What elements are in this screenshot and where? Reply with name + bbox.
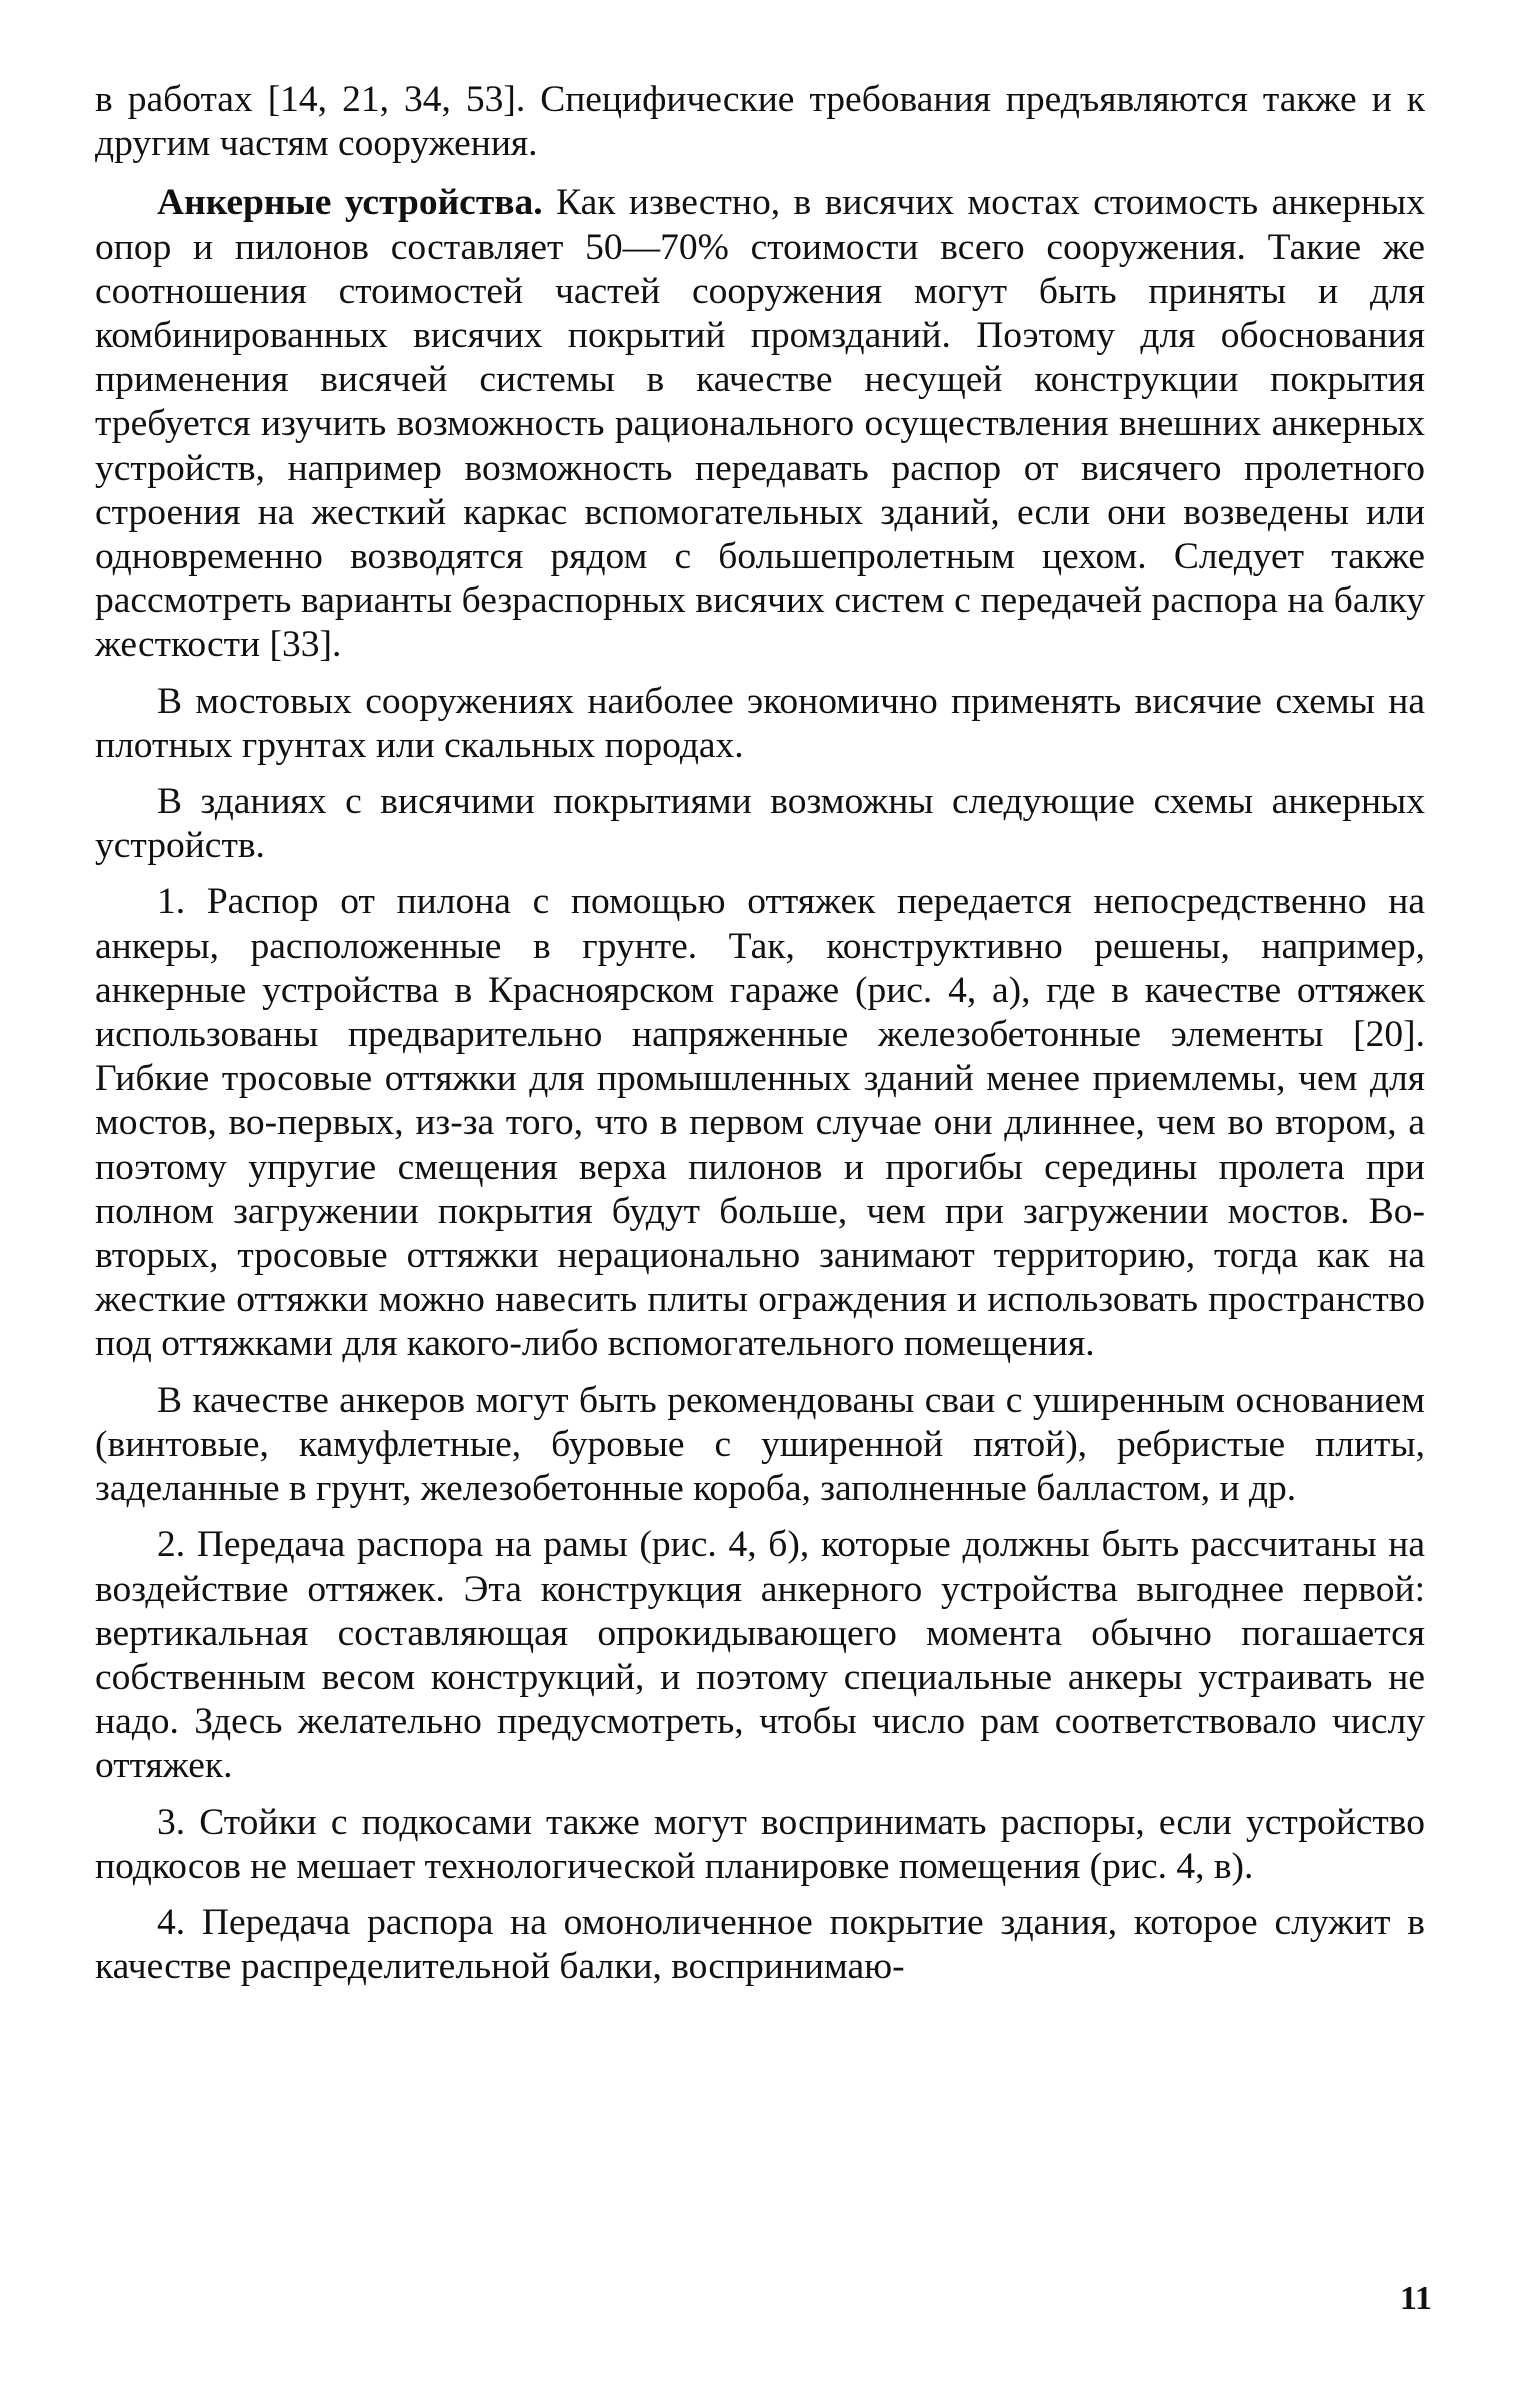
- paragraph-anchor-recommendations: В качестве анкеров могут быть рекомендованы сваи с уширенным основанием (винтовые, камуфлетные, буровые с уширенной пятой), ребристые плиты, заделанные в грунт, железобетонные короба, заполненные балластом, и др.: [95, 1379, 1425, 1510]
- page-number: 11: [1399, 2280, 1432, 2317]
- paragraph-scheme-3: 3. Стойки с подкосами также могут воспринимать распоры, если устройство подкосов не мешает технологической планировке помещения (рис. 4, в).: [95, 1801, 1425, 1887]
- page-text-column: [95, 78, 1425, 1989]
- paragraph-schemes-intro: В зданиях с висячими покрытиями возможны следующие схемы анкерных устройств.: [95, 781, 1425, 867]
- paragraph-continuation: в работах [14, 21, 34, 53]. Специфические требования предъявляются также и к другим частям сооружения.: [95, 79, 1425, 165]
- paragraph-scheme-4: 4. Передача распора на омоноличенное покрытие здания, которое служит в качестве распределительной балки, воспринимаю-: [95, 1901, 1425, 1988]
- paragraph-scheme-1: 1. Распор от пилона с помощью оттяжек передается непосредственно на анкеры, расположенные в грунте. Так, конструктивно решены, например, анкерные устройства в Красноярском гараже (рис. 4, а), где в качестве оттяжек использованы предварительно напряженные железобетонные элементы [20]. Гибкие тросовые оттяжки для промышленных зданий менее приемлемы, чем для мостов, во-первых, из-за того, что в первом случае они длиннее, чем во втором, а поэтому упругие смещения верха пилонов и прогибы середины пролета при полном загружении покрытия будут больше, чем при загружении мостов. Во-вторых, тросовые оттяжки нерационально занимают территорию, тогда как на жесткие оттяжки можно навесить плиты ограждения и использовать пространство под оттяжками для какого-либо вспомогательного помещения.: [95, 881, 1425, 1365]
- paragraph-bridge-structures: В мостовых сооружениях наиболее экономично применять висячие схемы на плотных грунтах или скальных породах.: [95, 680, 1425, 766]
- paragraph-scheme-2: 2. Передача распора на рамы (рис. 4, б), которые должны быть рассчитаны на воздействие оттяжек. Эта конструкция анкерного устройства выгоднее первой: вертикальная составляющая опрокидывающего момента обычно погашается собственным весом конструкций, и поэтому специальные анкеры устраивать не надо. Здесь желательно предусмотреть, чтобы число рам соответствовало числу оттяжек.: [95, 1524, 1425, 1787]
- paragraph-anchor-devices: [95, 181, 1425, 667]
- paragraph-anchor-devices-text: Как известно, в висячих мостах стоимость анкерных опор и пилонов составляет 50—70% стоимости всего сооружения. Такие же соотношения стоимостей частей сооружения могут быть приняты и для комбинированных висячих покрытий промзданий. Поэтому для обоснования применения висячей системы в качестве несущей конструкции покрытия требуется изучить возможность рационального осуществления внешних анкерных устройств, например возможность передавать распор от висячего пролетного строения на жесткий каркас вспомогательных зданий, если они возведены или одновременно возводятся рядом с большепролетным цехом. Следует также рассмотреть варианты безраспорных висячих систем с передачей распора на балку жесткости [33].: [95, 182, 1425, 666]
- section-heading: Анкерные устройства.: [157, 182, 543, 224]
